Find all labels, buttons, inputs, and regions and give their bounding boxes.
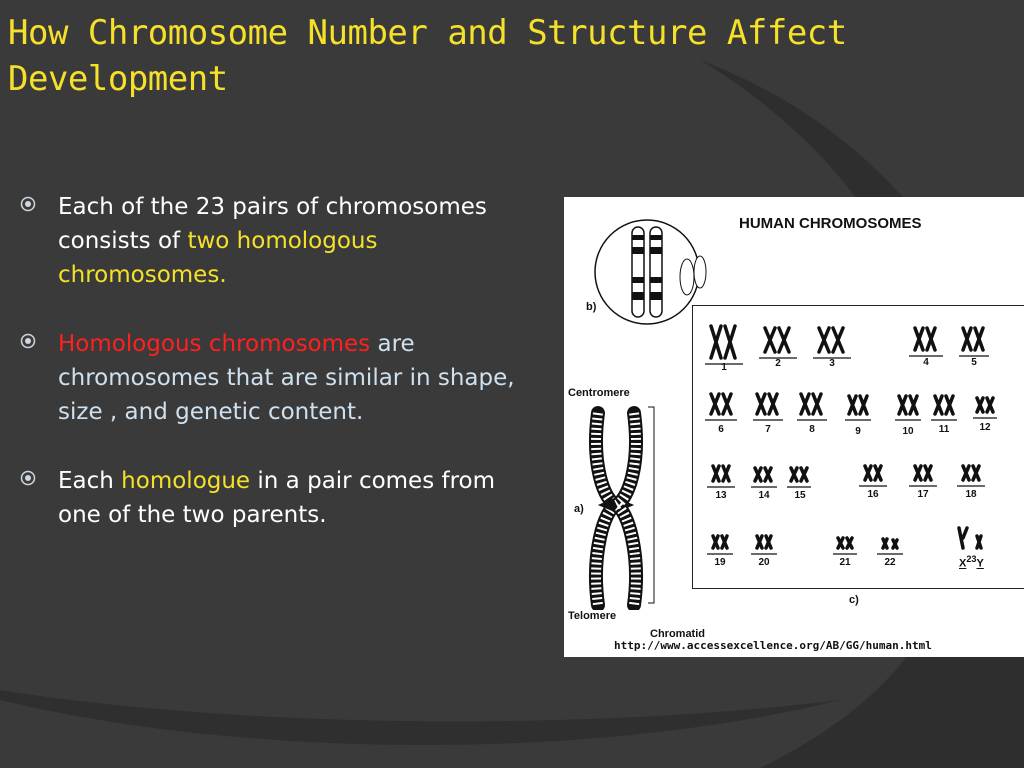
source-url: http://www.accessexcellence.org/AB/GG/human.html bbox=[614, 639, 932, 652]
label-c: c) bbox=[849, 594, 859, 606]
chromosome-number: 18 bbox=[965, 489, 977, 500]
bullet-text: Each homologue in a pair comes from one of the two parents. bbox=[58, 468, 496, 528]
chromosome-number: 9 bbox=[855, 426, 861, 437]
chromosome-number: 11 bbox=[938, 424, 950, 435]
telomere-label: Telomere bbox=[568, 610, 617, 622]
karyotype-panel bbox=[692, 305, 1024, 606]
chromosome-number: 17 bbox=[917, 489, 929, 500]
sex-chromosome-labels: $X^{23}Y$ bbox=[959, 554, 984, 570]
chromosome-number: 8 bbox=[809, 424, 815, 435]
chromosome-number: 13 bbox=[715, 490, 727, 501]
chromosome-number: 6 bbox=[718, 424, 724, 435]
chromosome-number: 19 bbox=[714, 557, 726, 568]
chromosome-number: 22 bbox=[884, 557, 896, 568]
chromosome-number: 20 bbox=[758, 557, 770, 568]
chromosome-number: 15 bbox=[794, 490, 806, 501]
label-a: a) bbox=[574, 503, 584, 515]
human-chromosomes-figure bbox=[564, 197, 1024, 657]
chromosome-number: 14 bbox=[758, 490, 770, 501]
chromatid-label: Chromatid bbox=[650, 628, 705, 640]
circled-dot-bullet-icon bbox=[20, 464, 58, 490]
centromere-label: Centromere bbox=[568, 387, 630, 399]
circled-dot-bullet-icon bbox=[20, 327, 58, 353]
karyotype-drawing bbox=[693, 306, 1024, 590]
chromosome-number: 10 bbox=[902, 426, 914, 437]
chromosome-number: 4 bbox=[923, 357, 929, 368]
chromosome-number: 1 bbox=[721, 362, 727, 373]
chromosome-number: 12 bbox=[979, 422, 991, 433]
chromosome-number: 3 bbox=[829, 358, 835, 369]
bullet-item bbox=[20, 190, 540, 292]
chromosome-number: 16 bbox=[867, 489, 879, 500]
slide-title: How Chromosome Number and Structure Affect Development bbox=[8, 13, 847, 99]
chromosome-number: 21 bbox=[839, 557, 851, 568]
chromosome-number: 7 bbox=[765, 424, 771, 435]
circled-dot-bullet-icon bbox=[20, 190, 58, 216]
bullet-list bbox=[20, 190, 540, 567]
bullet-text: Homologous chromosomes are chromosomes that are similar in shape, size , and genetic content. bbox=[58, 331, 515, 425]
chromosome-number: 5 bbox=[971, 357, 977, 368]
chromosome-structure-illustration bbox=[586, 405, 676, 610]
bullet-item bbox=[20, 464, 540, 532]
chromosome-number: 2 bbox=[775, 358, 781, 369]
label-b: b) bbox=[586, 301, 597, 313]
figure-title: HUMAN CHROMOSOMES bbox=[739, 215, 922, 232]
bullet-text: Each of the 23 pairs of chromosomes consists of two homologous chromosomes. bbox=[58, 194, 487, 288]
bullet-item bbox=[20, 327, 540, 429]
